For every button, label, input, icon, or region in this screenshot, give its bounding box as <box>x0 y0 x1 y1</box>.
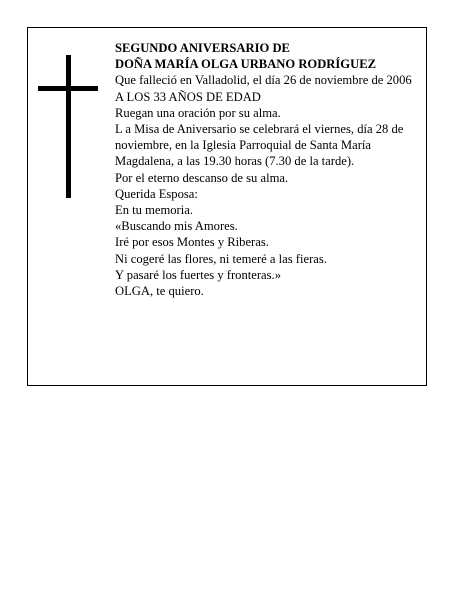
mass-info: L a Misa de Aniversario se celebrará el viernes, día 28 de noviembre, en la Iglesia Parroquial de Santa María Magdalena, a las 19.30 horas (7.30 de la tarde). <box>115 122 404 169</box>
notice-text <box>115 40 415 299</box>
death-info: Que falleció en Valladolid, el día 26 de noviembre de 2006 <box>115 73 412 88</box>
poem-line: Iré por esos Montes y Riberas. <box>115 235 269 250</box>
cross-icon <box>38 55 98 198</box>
closing-line: OLGA, te quiero. <box>115 284 204 299</box>
cross-horizontal-bar <box>38 86 98 91</box>
in-memory: En tu memoria. <box>115 203 193 218</box>
age-at-death: A LOS 33 AÑOS DE EDAD <box>115 89 261 104</box>
dear-wife: Querida Esposa: <box>115 186 198 201</box>
prayer-request: Ruegan una oración por su alma. <box>115 105 281 120</box>
eternal-rest: Por el eterno descanso de su alma. <box>115 170 289 185</box>
obituary-notice <box>27 27 427 386</box>
poem-line: «Buscando mis Amores. <box>115 219 238 234</box>
poem-line: Y pasaré los fuertes y fronteras.» <box>115 267 281 282</box>
poem-line: Ni cogeré las flores, ni temeré a las fieras. <box>115 251 327 266</box>
notice-heading-anniversary: SEGUNDO ANIVERSARIO DE <box>115 41 290 55</box>
cross-vertical-bar <box>66 55 71 198</box>
notice-heading-name: DOÑA MARÍA OLGA URBANO RODRÍGUEZ <box>115 57 376 72</box>
